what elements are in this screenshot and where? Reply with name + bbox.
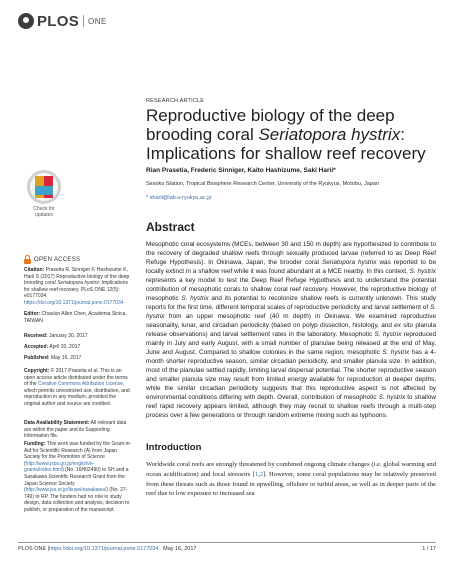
species-name: S. hystrix	[181, 295, 209, 302]
published-block	[24, 355, 132, 362]
intro-part: ]. However, some coral populations may be relatively preserved from these threats such as those found in upwelling, offshore or turbid areas, as well as in deeper parts of the reef due to low exposure to increased sea	[146, 470, 436, 498]
abstract-part: and its potential to recolonize shallow reefs is currently unknown. This study reports for the first time, different temporal scales of reproductive periodicity and larval settlement of	[146, 295, 436, 311]
accepted-date: April 20, 2017	[48, 344, 81, 350]
citation-text: : Implications for shallow reef recovery. PLoS ONE 12(5): e0177034.	[24, 280, 128, 300]
logo-sub: ONE	[88, 16, 107, 26]
reference-link[interactable]: 2	[259, 470, 264, 478]
jsps-link[interactable]: http://www.jsps.go.jp/english/e-grants/index.html	[24, 460, 95, 474]
data-availability-text: All relevant data are within the paper and its Supporting Information file.	[24, 420, 127, 440]
accepted-label: Accepted:	[24, 344, 49, 350]
author-list: Rian Prasetia, Frederic Sinniger, Kaito Hashizume, Saki Harii*	[146, 167, 336, 174]
funding-label: Funding:	[24, 441, 46, 447]
received-label: Received:	[24, 333, 48, 339]
open-access-label: OPEN ACCESS	[34, 256, 81, 263]
citation-label: Citation:	[24, 267, 45, 273]
species-name: S. hystrix	[146, 304, 436, 320]
footer-journal: PLOS ONE |	[18, 546, 50, 552]
data-availability-block	[24, 420, 132, 440]
article-type: RESEARCH ARTICLE	[146, 98, 205, 104]
species-name: S. hystrix	[378, 394, 406, 401]
abstract-part: reproduced mainly in July and early August, with a small number of planulae being released at the end of May, June and August. Compared to shallow colonies in the same region, mesophotic	[146, 331, 437, 356]
title-part-b: : Implications for shallow reef recovery	[146, 125, 426, 163]
abstract-part: represents a key model to test the Deep Reef Refuge Hypothesis and to understand the potential contribution of mesophotic corals to shallow coral reef recovery. However, the reproductive biology of mesophotic	[146, 277, 436, 302]
species-name: S. hystrix	[382, 349, 410, 356]
reference-link[interactable]: 1	[254, 470, 259, 478]
logo-divider	[83, 15, 84, 27]
editor-block	[24, 311, 132, 324]
received-date: January 30, 2017	[47, 333, 88, 339]
citation-text: Prasetia R, Sinniger F, Hashizume K, Harii S (2017) Reproductive biology of the deep brooding coral	[24, 267, 130, 287]
open-access-badge	[24, 255, 80, 264]
citation-doi-link[interactable]: https://doi.org/10.1371/journal.pone.0177034	[24, 299, 124, 306]
footer-date: May 16, 2017	[158, 546, 197, 552]
funding-text: This work was funded by the Grant-in-Aid for Scientific Research (A) from Japan Society for the Promotion of Science (	[24, 441, 132, 467]
abstract-text	[146, 240, 436, 420]
article-title	[146, 106, 436, 163]
citation-block	[24, 267, 132, 307]
species-name: S. hystrix	[374, 331, 402, 338]
open-lock-icon	[24, 255, 31, 264]
plos-one-logo[interactable]	[18, 12, 107, 30]
footer-doi-link[interactable]: https://doi.org/10.1371/journal.pone.0177034	[49, 546, 159, 552]
published-date: May 16, 2017	[49, 355, 82, 361]
check-for-updates-button[interactable]	[24, 170, 64, 224]
published-label: Published:	[24, 355, 50, 361]
copyright-text: , which permits unrestricted use, distribution, and reproduction in any medium, provided the original author and source are credited.	[24, 381, 130, 407]
abstract-part: to shallow reef rapid recovery appears limited, although they may recruit to shallow reefs through a multi-step process over a few generations or through random extreme mixing such as typhoons.	[146, 394, 436, 419]
plos-logo-icon	[18, 13, 34, 29]
species-name: S. hystrix	[409, 268, 437, 275]
citation-species: Seriatopora hystrix	[57, 280, 99, 287]
page-footer	[18, 546, 436, 552]
jss-link[interactable]: http://www.jss.or.jp/ikusei/sasakawa/	[25, 487, 107, 494]
accepted-block	[24, 344, 132, 351]
footer-divider	[18, 542, 436, 543]
title-species: Seriatopora hystrix	[258, 125, 401, 144]
introduction-text	[146, 460, 436, 499]
species-name: Seriatopora hystrix	[321, 259, 377, 266]
data-availability-label: Data Availability Statement:	[24, 420, 90, 426]
page-number: 1 / 17	[422, 546, 436, 552]
funding-text: ) (No. 27-749) to RP. The funders had no role in study design, data collection and analysis, decision to publish, or preparation of the manuscript.	[24, 487, 130, 513]
funding-block	[24, 441, 132, 514]
abstract-part: was reported to be locally extinct in a shallow reef while it was found abundant at a MCE nearby. In this context,	[146, 259, 437, 275]
introduction-heading: Introduction	[146, 442, 202, 453]
abstract-part: planula release observations) and larval settlement rates in the laboratory. Mesophotic	[146, 322, 437, 338]
affiliation: Sesoko Station, Tropical Biosphere Research Center, University of the Ryukyus, Motobu, Japan	[146, 181, 379, 187]
copyright-block	[24, 368, 132, 408]
abstract-part: Mesophotic coral ecosystems (MCEs, between 30 and 150 m depth) are hypothesized to contribute to the recovery of degraded shallow reefs through sexually produced larvae (referred to as Deep Reef Refuge Hypothesis). In Okinawa, Japan, the brooder coral	[146, 241, 436, 266]
ref-separator: ,	[258, 470, 260, 478]
intro-part: Worldwide coral reefs are strongly threatened by combined ongoing climate changes (i.e. global warming and ocean acidification) and local stressors [	[146, 461, 436, 478]
license-link[interactable]: Creative Commons Attribution License	[37, 381, 123, 388]
crossmark-label: Check for updates	[33, 206, 55, 218]
latin-term: ex situ	[394, 322, 414, 329]
funding-text: ) (No. 16H02490) to SH and a Sasakawa Scientific Research Grant from the Japan Science Society (	[24, 467, 129, 494]
editor-label: Editor:	[24, 311, 41, 317]
abstract-heading: Abstract	[146, 220, 195, 234]
abstract-part: has a 4-month shorter reproductive season, similar circadian periodicity, and smaller planula size. In addition, most of the planulae settled rapidly, limiting larval dispersal potential. The shorter reproductive season and smaller planula size may result from limited energy available for reproduction at deeper depths, while the similar circadian periodicity suggests that this reproductive aspect is not affected by environmental conditions differing with depth. Overall, contribution of mesophotic	[146, 349, 436, 401]
editor-text: Chaolun Allen Chen, Academia Sinica, TAIWAN	[24, 311, 127, 324]
received-block	[24, 333, 132, 340]
crossmark-ribbon-icon	[35, 186, 53, 195]
abstract-part: from an upper mesophotic reef (40 m depth) in Okinawa. We examined reproductive seasonality, lunar, and circadian periodicity (based on polyp dissection, histology, and	[146, 313, 436, 329]
logo-text: PLOS	[37, 12, 80, 30]
copyright-text: © 2017 Prasetia et al. This is an open access article distributed under the terms of the	[24, 368, 128, 388]
copyright-label: Copyright:	[24, 368, 50, 374]
corresponding-email-link[interactable]: * sharii@lab.u-ryukyu.ac.jp	[146, 195, 212, 201]
title-part-a: Reproductive biology of the deep brooding coral	[146, 106, 395, 144]
